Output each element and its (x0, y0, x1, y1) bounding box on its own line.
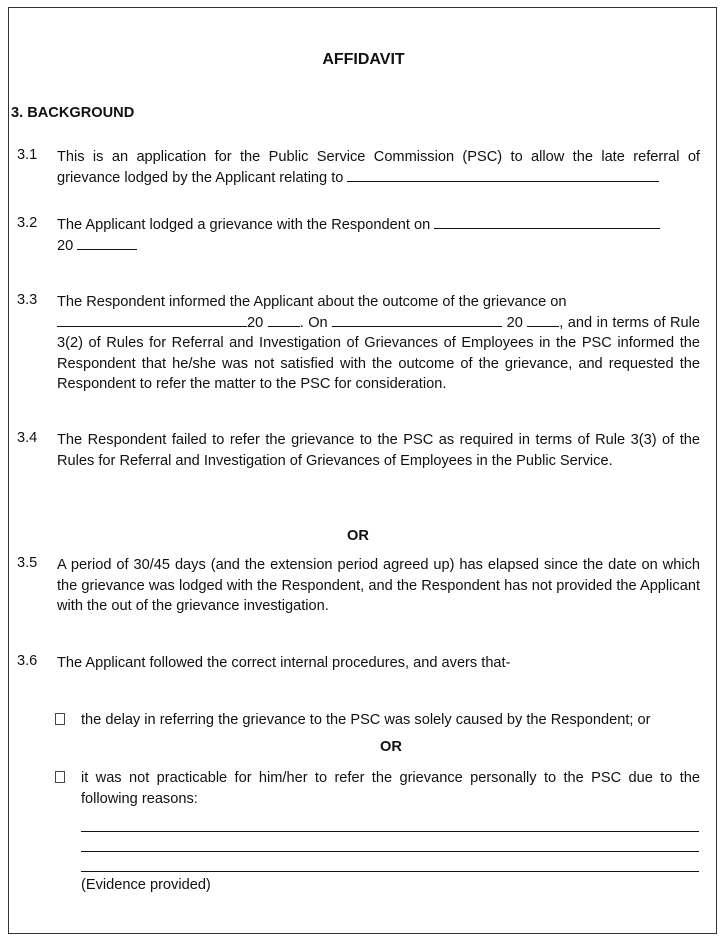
or-separator: OR (380, 739, 402, 755)
paragraph-text: This is an application for the Public Service Commission (PSC) to allow the late referral of grievance lodged by the Applicant relating to (57, 149, 700, 186)
fill-in-blank[interactable] (77, 237, 137, 250)
evidence-label: (Evidence provided) (81, 877, 211, 893)
fill-in-blank[interactable] (268, 314, 300, 327)
checkbox[interactable] (55, 771, 65, 783)
paragraph-text: The Respondent informed the Applicant about the outcome of the grievance on (57, 294, 567, 310)
paragraph-number: 3.2 (17, 215, 38, 231)
year-prefix: 20 (247, 314, 264, 331)
paragraph-text: The Applicant lodged a grievance with the Respondent on (57, 217, 431, 233)
paragraph-3-1 (57, 147, 700, 188)
paragraph-number: 3.1 (17, 147, 38, 163)
section-heading: 3. BACKGROUND (11, 105, 135, 121)
fill-in-blank[interactable] (347, 169, 659, 182)
paragraph-number: 3.5 (17, 555, 38, 571)
option-delay-caused-by-respondent (55, 710, 700, 731)
or-separator: OR (347, 528, 369, 544)
option-text: it was not practicable for him/her to refer the grievance personally to the PSC due to the following reasons: (81, 770, 700, 807)
fill-in-blank[interactable] (527, 314, 559, 327)
fill-in-blank[interactable] (434, 216, 660, 229)
paragraph-3-4: The Respondent failed to refer the grievance to the PSC as required in terms of Rule 3(3) of the Rules for Referral and Investigation of Grievances of Employees in the Public Service. (57, 432, 700, 469)
reason-line[interactable] (81, 851, 699, 852)
on-text: . On (299, 314, 328, 331)
fill-in-blank[interactable] (332, 314, 502, 327)
option-not-practicable (55, 768, 700, 809)
paragraph-3-3 (57, 292, 700, 395)
reason-line[interactable] (81, 871, 699, 872)
document-title: AFFIDAVIT (322, 51, 405, 68)
document-frame (8, 7, 717, 934)
year-prefix: 20 (506, 314, 523, 331)
year-prefix: 20 (57, 237, 74, 254)
paragraph-3-2 (57, 215, 700, 256)
paragraph-number: 3.4 (17, 430, 38, 446)
paragraph-text: , and in terms of Rule 3(2) of Rules for Referral and Investigation of Grievances of Employees in the PSC informed the Respondent that he/she was not satisfied with the outcome of the grievance, and requested the Respondent to refer the matter to the PSC for consideration. (57, 314, 700, 393)
checkbox[interactable] (55, 713, 65, 725)
paragraph-number: 3.6 (17, 653, 38, 669)
paragraph-3-6: The Applicant followed the correct internal procedures, and avers that- (57, 655, 511, 671)
reason-line[interactable] (81, 831, 699, 832)
paragraph-3-5: A period of 30/45 days (and the extension period agreed up) has elapsed since the date on which the grievance was lodged with the Respondent, and the Respondent has not provided the Applicant with the out of the grievance investigation. (57, 557, 700, 615)
paragraph-number: 3.3 (17, 292, 38, 308)
fill-in-blank[interactable] (57, 314, 247, 327)
option-text: the delay in referring the grievance to the PSC was solely caused by the Respondent; or (81, 712, 651, 728)
